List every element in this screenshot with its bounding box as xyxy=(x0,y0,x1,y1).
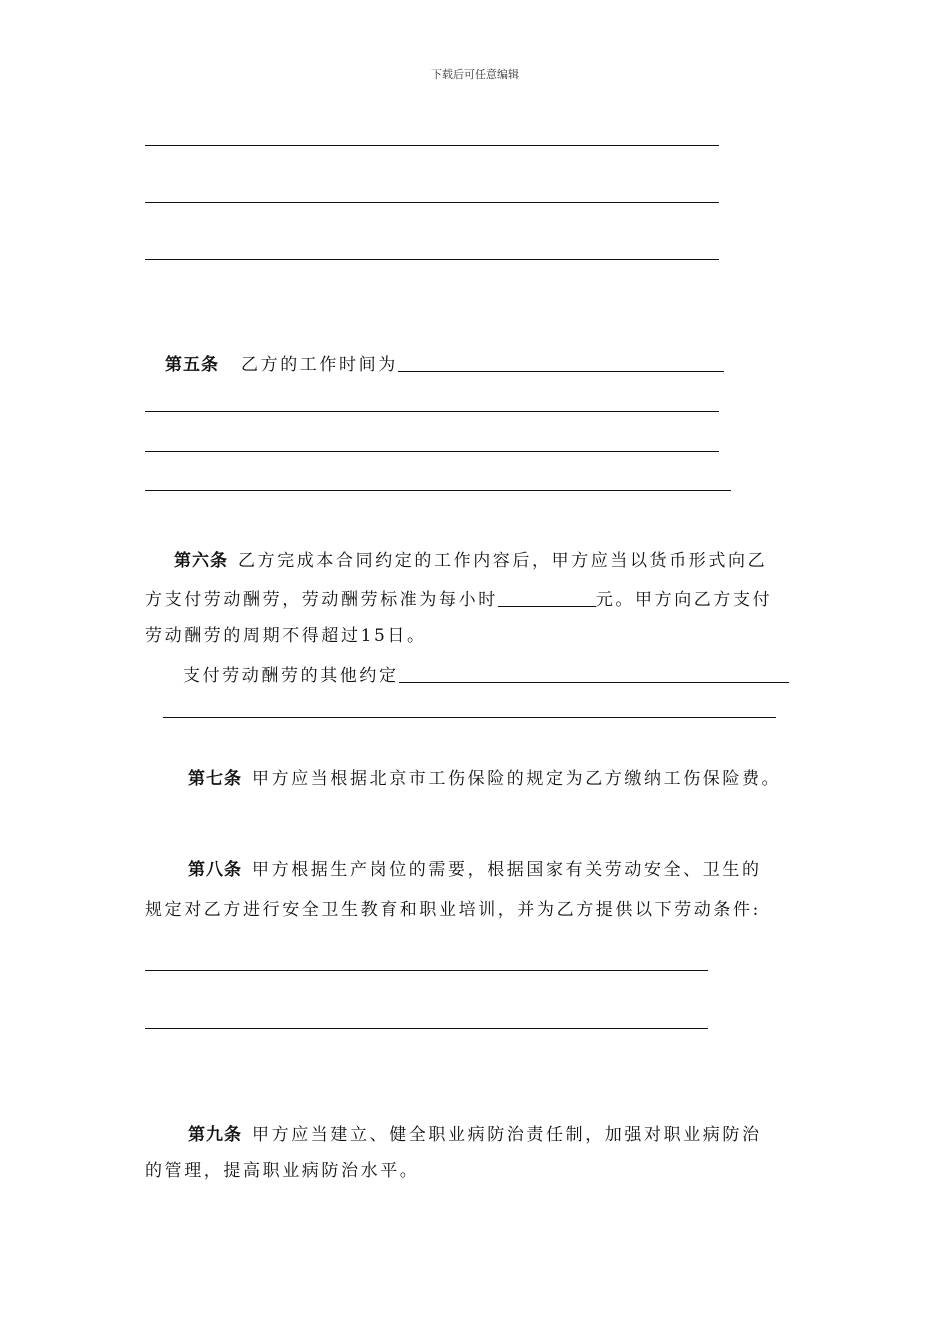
blank-line xyxy=(145,1028,708,1029)
article-9-line-2: 的管理，提高职业病防治水平。 xyxy=(145,1161,420,1181)
article-8-line-1 xyxy=(188,858,762,882)
article-6-text: 方支付劳动酬劳，劳动酬劳标准为每小时 xyxy=(145,590,498,610)
article-7 xyxy=(188,767,781,791)
article-6-text: 乙方完成本合同约定的工作内容后，甲方应当以货币形式向乙 xyxy=(238,551,768,571)
blank-line xyxy=(145,490,731,491)
article-9-text: 甲方应当建立、健全职业病防治责任制，加强对职业病防治 xyxy=(252,1125,762,1145)
page-header: 下载后可任意编辑 xyxy=(431,68,519,81)
blank-line xyxy=(145,451,719,452)
article-7-number: 第七条 xyxy=(188,769,242,789)
article-5 xyxy=(165,353,724,377)
article-6-line-2 xyxy=(145,588,772,612)
blank-line xyxy=(145,259,719,260)
article-6-text: 支付劳动酬劳的其他约定 xyxy=(183,666,399,686)
article-6-line-4 xyxy=(183,664,789,688)
blank-line xyxy=(145,202,719,203)
article-6-line-1 xyxy=(174,549,767,573)
article-8-line-2: 规定对乙方进行安全卫生教育和职业培训，并为乙方提供以下劳动条件: xyxy=(145,900,761,920)
blank-line xyxy=(145,970,708,971)
blank-line xyxy=(145,145,719,146)
article-5-number: 第五条 xyxy=(165,355,219,375)
article-6-line-3: 劳动酬劳的周期不得超过15日。 xyxy=(145,626,427,646)
article-9-line-1 xyxy=(188,1123,762,1147)
blank-line xyxy=(163,717,776,718)
other-terms-blank xyxy=(399,664,789,683)
article-9-number: 第九条 xyxy=(188,1125,242,1145)
article-6-text: 元。甲方向乙方支付 xyxy=(595,590,773,610)
hourly-rate-blank xyxy=(498,588,596,607)
article-5-text: 乙方的工作时间为 xyxy=(241,355,398,375)
article-8-number: 第八条 xyxy=(188,860,242,880)
article-8-text: 甲方根据生产岗位的需要，根据国家有关劳动安全、卫生的 xyxy=(252,860,762,880)
article-7-text: 甲方应当根据北京市工伤保险的规定为乙方缴纳工伤保险费。 xyxy=(252,769,782,789)
work-time-blank xyxy=(398,353,724,372)
blank-line xyxy=(145,411,719,412)
article-6-number: 第六条 xyxy=(174,551,228,571)
